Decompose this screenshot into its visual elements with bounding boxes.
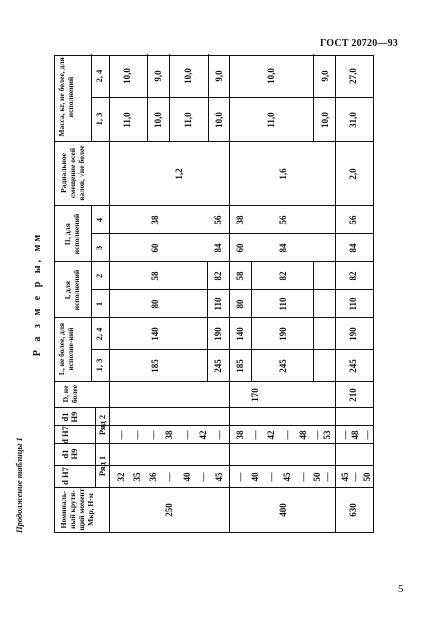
cell: — xyxy=(298,472,308,482)
header-mass: Масса, кг, не более, для исполнений xyxy=(57,57,75,137)
header-l: l, для исполнений xyxy=(63,269,81,311)
header-offset: Радиальное смещение осей валов, √не более xyxy=(59,145,86,201)
cell: 190 xyxy=(213,327,223,341)
cell: 45 xyxy=(214,472,224,482)
cell: 2,0 xyxy=(348,168,358,180)
header-row1: Ряд 1 xyxy=(97,455,107,477)
cell: 80 xyxy=(150,299,160,309)
header-L: L, не более, для исполне-ний xyxy=(57,322,75,376)
cell: 245 xyxy=(213,359,223,373)
torque-630: 630 xyxy=(348,503,358,517)
cell: — xyxy=(250,430,260,440)
header-mass-13: 1, 3 xyxy=(94,112,104,126)
cell: — xyxy=(235,472,245,482)
cell: 38 xyxy=(164,430,174,440)
cell: 50 xyxy=(362,472,372,482)
cell: 38 xyxy=(235,430,245,440)
header-torque: Номиналь-ный крутя-щий момент Мкр, Н·м xyxy=(59,488,95,531)
cell: — xyxy=(148,430,158,440)
cell: 9,0 xyxy=(153,70,163,82)
cell: 10,0 xyxy=(320,112,330,128)
header-L-13: 1, 3 xyxy=(94,358,104,372)
cell: 35 xyxy=(132,472,142,482)
header-d-h7-1: d H7 xyxy=(60,467,70,485)
cell: 45 xyxy=(282,472,292,482)
cell: 36 xyxy=(148,472,158,482)
cell: 84 xyxy=(348,243,358,253)
header-l1-4: 4 xyxy=(94,217,104,223)
cell: 82 xyxy=(213,271,223,281)
cell: — xyxy=(116,430,126,440)
header-l1: l1, для исполнений xyxy=(63,213,81,255)
cell: 82 xyxy=(278,271,288,281)
section-title: Р а з м е р ы, мм xyxy=(32,231,43,357)
cell: 110 xyxy=(213,297,223,311)
cell: — xyxy=(182,430,192,440)
cell: 48 xyxy=(298,430,308,440)
header-l-2: 2 xyxy=(94,273,104,279)
cell: — xyxy=(266,472,276,482)
cell: 245 xyxy=(278,359,288,373)
standard-number: ГОСТ 20720—93 xyxy=(319,38,398,49)
cell: 185 xyxy=(150,359,160,373)
cell: 140 xyxy=(235,327,245,341)
cell: — xyxy=(340,430,350,440)
cell: — xyxy=(198,472,208,482)
cell: 10,0 xyxy=(122,68,132,84)
cell: 190 xyxy=(348,327,358,341)
cell: 10,0 xyxy=(153,112,163,128)
cell: 84 xyxy=(213,243,223,253)
cell-D-210: 210 xyxy=(348,388,358,402)
cell: — xyxy=(362,430,372,440)
cell: 84 xyxy=(278,243,288,253)
cell: 11,0 xyxy=(122,112,132,128)
cell: — xyxy=(214,430,224,440)
page-number: 5 xyxy=(398,583,404,595)
cell: 190 xyxy=(278,327,288,341)
cell: 80 xyxy=(235,299,245,309)
torque-250: 250 xyxy=(164,503,174,517)
header-d1-h9-1: d1 H9 xyxy=(60,448,79,460)
cell: 56 xyxy=(213,215,223,225)
cell: 50 xyxy=(312,472,322,482)
cell: 56 xyxy=(278,215,288,225)
cell: 27,0 xyxy=(348,68,358,84)
cell: 1,2 xyxy=(174,168,184,180)
cell: 10,0 xyxy=(183,68,193,84)
cell: — xyxy=(312,430,322,440)
cell: 40 xyxy=(250,472,260,482)
cell: — xyxy=(132,430,142,440)
cell: 10,0 xyxy=(214,112,224,128)
cell-D-170: 170 xyxy=(250,388,260,402)
cell: 53 xyxy=(322,430,332,440)
cell: 9,0 xyxy=(320,70,330,82)
cell: — xyxy=(322,472,332,482)
header-d-h7-2: d H7 xyxy=(60,426,70,444)
cell: 31,0 xyxy=(348,112,358,128)
cell: 48 xyxy=(350,430,360,440)
cell: 45 xyxy=(340,472,350,482)
cell: 245 xyxy=(348,359,358,373)
cell: 40 xyxy=(182,472,192,482)
cell: 9,0 xyxy=(214,70,224,82)
header-L-24: 2, 4 xyxy=(94,327,104,341)
cell: 56 xyxy=(348,215,358,225)
cell: 38 xyxy=(235,215,245,225)
cell: 60 xyxy=(150,243,160,253)
dimensions-table xyxy=(54,55,374,533)
torque-400: 400 xyxy=(278,503,288,517)
cell: 11,0 xyxy=(183,112,193,128)
header-d1-h9-2: d1 H9 xyxy=(60,411,79,423)
header-row2: Ряд 2 xyxy=(97,414,107,436)
cell: 60 xyxy=(235,243,245,253)
cell: 10,0 xyxy=(266,68,276,84)
cell: 42 xyxy=(198,430,208,440)
cell: — xyxy=(164,472,174,482)
cell: 82 xyxy=(348,271,358,281)
header-D: D, не более xyxy=(61,384,79,404)
cell: 32 xyxy=(116,472,126,482)
header-mass-24: 2, 4 xyxy=(94,69,104,83)
cell: 58 xyxy=(150,271,160,281)
cell: 140 xyxy=(150,327,160,341)
cell: 58 xyxy=(235,271,245,281)
cell: 110 xyxy=(278,297,288,311)
header-l-1: 1 xyxy=(94,301,104,307)
cell: 11,0 xyxy=(266,112,276,128)
cell: 42 xyxy=(266,430,276,440)
cell: 38 xyxy=(150,215,160,225)
cell: — xyxy=(350,472,360,482)
cell: — xyxy=(282,430,292,440)
cell: 110 xyxy=(348,297,358,311)
cell: 185 xyxy=(235,359,245,373)
continuation-label: Продолжение таблицы 1 xyxy=(14,437,24,533)
header-l1-3: 3 xyxy=(94,245,104,251)
cell: 1,6 xyxy=(278,168,288,180)
